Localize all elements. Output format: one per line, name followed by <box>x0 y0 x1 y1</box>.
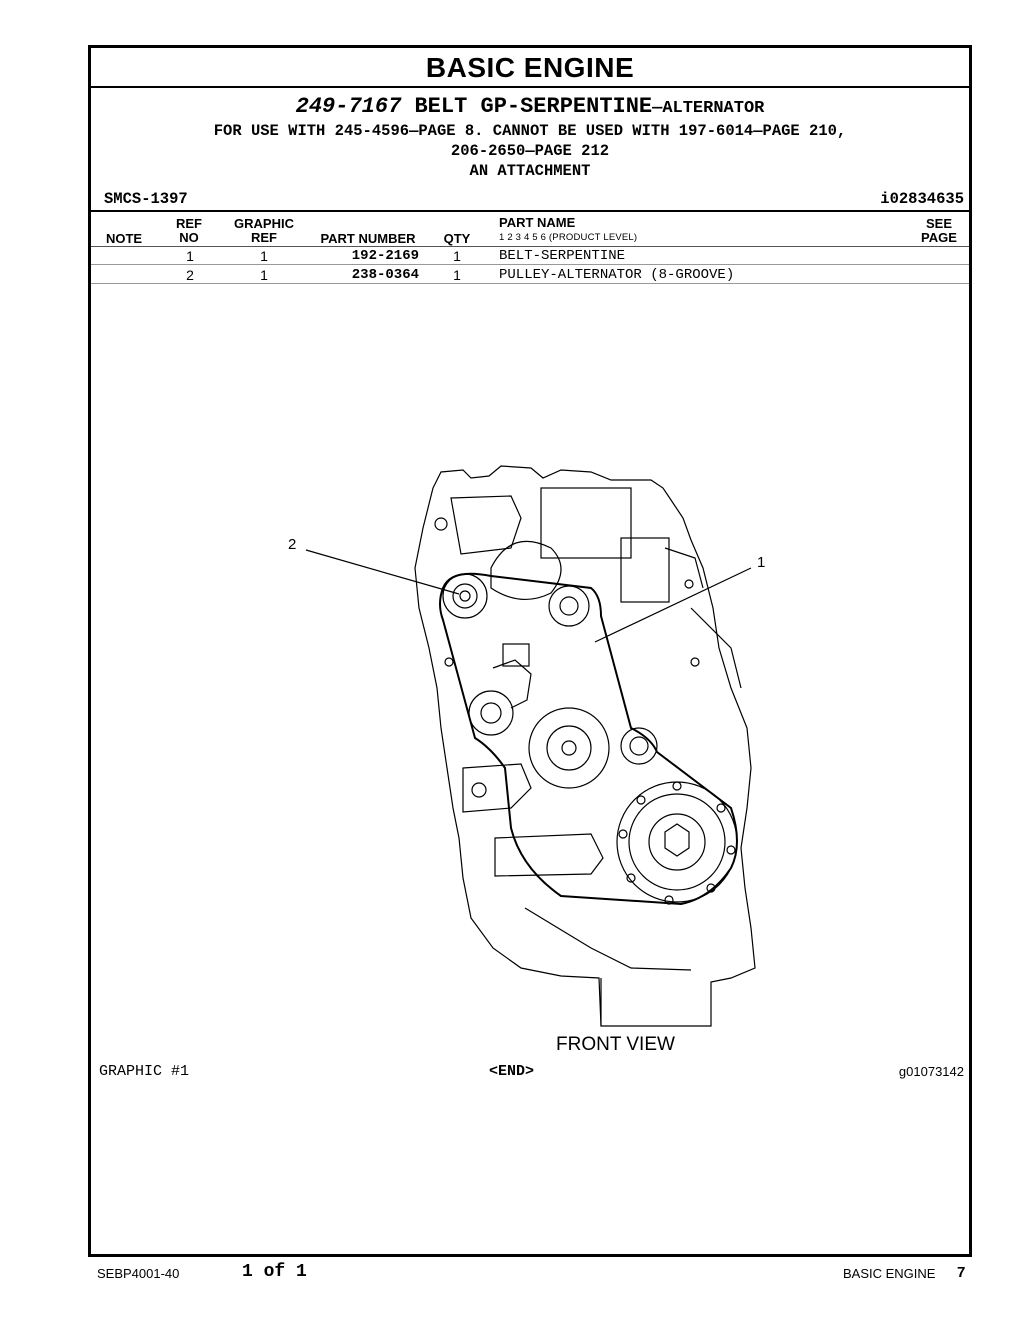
col-ref-no-top: REF <box>176 216 202 231</box>
row-part-number: 192-2169 <box>351 248 419 264</box>
document-ident: i02834635 <box>880 190 964 208</box>
smcs-code: SMCS-1397 <box>104 190 188 208</box>
page-frame <box>88 45 972 1257</box>
row-qty: 1 <box>453 248 461 264</box>
section-title: BASIC ENGINE <box>91 48 969 88</box>
row-part-name: PULLEY-ALTERNATOR (8-GROOVE) <box>499 267 735 283</box>
col-note: NOTE <box>105 231 143 246</box>
group-name: BELT GP-SERPENTINE <box>414 94 653 119</box>
col-graphic-ref-bottom: REF <box>251 230 277 245</box>
col-graphic-ref-top: GRAPHIC <box>234 216 294 231</box>
row-graphic-ref: 1 <box>260 267 268 283</box>
col-see-page-bottom: PAGE <box>921 230 957 245</box>
footer-section: BASIC ENGINE <box>843 1266 936 1281</box>
usage-note-line-2: 206-2650—PAGE 212 <box>450 142 610 160</box>
page-of: 1 of 1 <box>242 1262 307 1282</box>
graphic-label: GRAPHIC #1 <box>99 1063 190 1080</box>
row-ref-no: 2 <box>186 267 194 283</box>
group-suffix: —ALTERNATOR <box>652 99 765 118</box>
col-part-number: PART NUMBER <box>320 231 416 246</box>
col-qty: QTY <box>443 231 471 246</box>
row-part-number: 238-0364 <box>351 267 419 283</box>
usage-note-line-1: FOR USE WITH 245-4596—PAGE 8. CANNOT BE USED WITH 197-6014—PAGE 210, <box>213 122 847 140</box>
product-levels: 1 2 3 4 5 6 (PRODUCT LEVEL) <box>499 232 638 243</box>
col-part-name: PART NAME <box>499 215 576 230</box>
doc-id: SEBP4001-40 <box>97 1266 180 1281</box>
graphic-id: g01073142 <box>898 1064 964 1079</box>
col-ref-no-bottom: NO <box>179 230 199 245</box>
figure-caption: FRONT VIEW <box>556 1034 675 1055</box>
end-marker: <END> <box>489 1063 535 1080</box>
row-part-name: BELT-SERPENTINE <box>499 248 626 264</box>
group-part-number: 249-7167 <box>295 94 402 119</box>
page-number: 7 <box>957 1264 966 1281</box>
col-see-page-top: SEE <box>925 216 952 231</box>
callout-2: 2 <box>288 536 297 553</box>
row-qty: 1 <box>453 267 461 283</box>
usage-note-line-3: AN ATTACHMENT <box>469 162 591 180</box>
row-ref-no: 1 <box>186 248 194 264</box>
callout-1: 1 <box>757 554 766 571</box>
row-graphic-ref: 1 <box>260 248 268 264</box>
